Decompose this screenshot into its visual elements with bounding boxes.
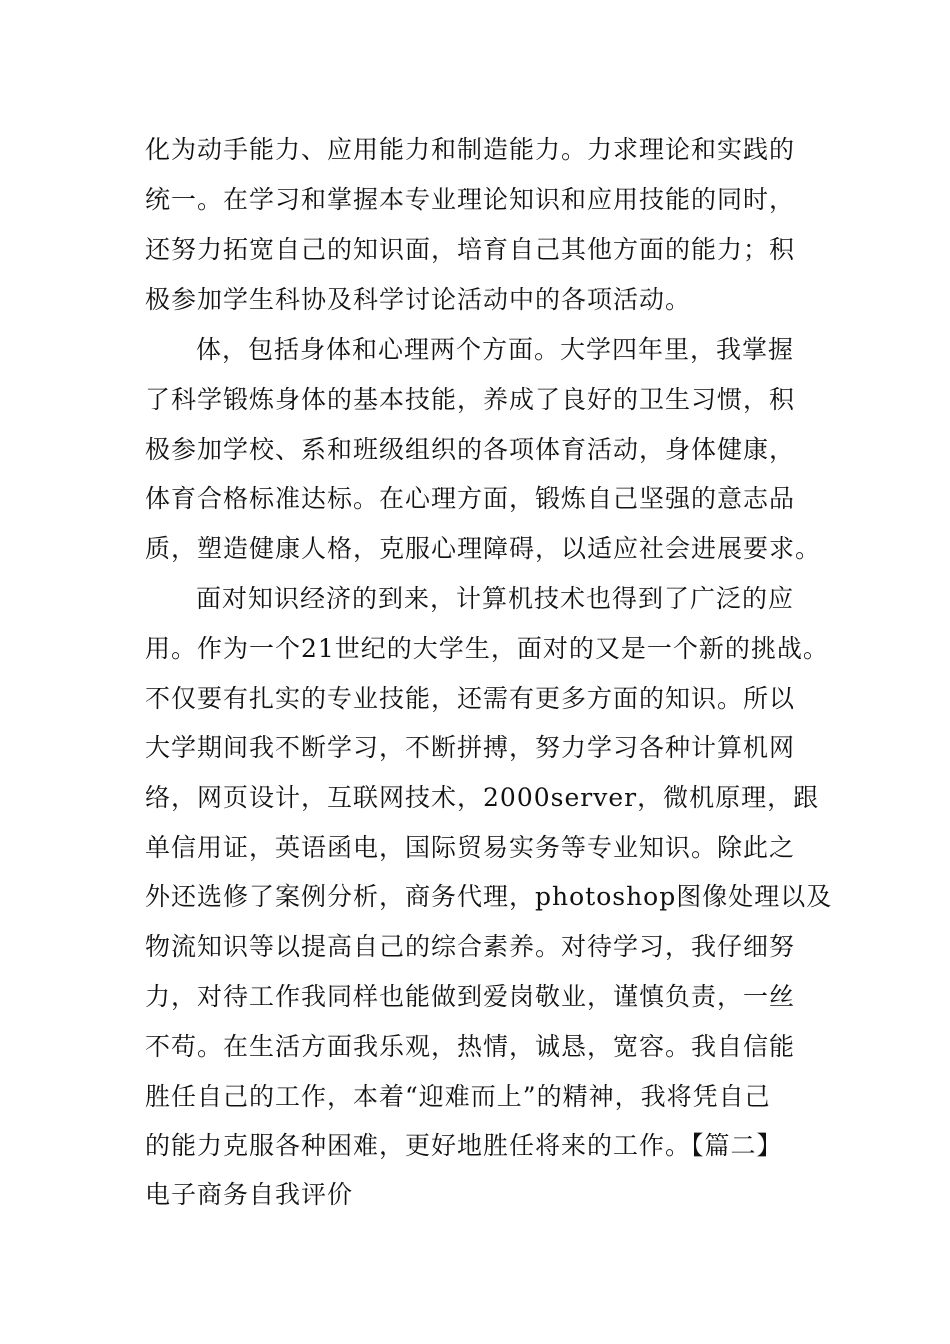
- text-line: 大学期间我不断学习，不断拼搏，努力学习各种计算机网: [145, 733, 796, 762]
- text-line: 不苟。在生活方面我乐观，热情，诚恳，宽容。我自信能: [145, 1032, 796, 1061]
- text-line: 还努力拓宽自己的知识面，培育自己其他方面的能力；积: [145, 235, 796, 264]
- text-line: 化为动手能力、应用能力和制造能力。力求理论和实践的: [145, 135, 796, 164]
- text-line: 物流知识等以提高自己的综合素养。对待学习，我仔细努: [145, 932, 796, 961]
- paragraph-start-line: 体，包括身体和心理两个方面。大学四年里，我掌握: [196, 335, 795, 364]
- text-line: 的能力克服各种困难，更好地胜任将来的工作。【篇二】: [145, 1131, 783, 1160]
- section-heading: 电子商务自我评价: [145, 1180, 354, 1209]
- text-line: 力，对待工作我同样也能做到爱岗敬业，谨慎负责，一丝: [145, 982, 796, 1011]
- text-line: 极参加学校、系和班级组织的各项体育活动，身体健康，: [145, 435, 796, 464]
- text-line: 质，塑造健康人格，克服心理障碍，以适应社会进展要求。: [145, 534, 822, 563]
- text-line: 胜任自己的工作，本着“迎难而上”的精神，我将凭自己: [145, 1082, 771, 1111]
- text-line: 极参加学生科协及科学讨论活动中的各项活动。: [145, 285, 692, 314]
- text-line: 络，网页设计，互联网技术，2000server，微机原理，跟: [145, 783, 820, 812]
- text-line: 统一。在学习和掌握本专业理论知识和应用技能的同时，: [145, 185, 796, 214]
- text-line: 不仅要有扎实的专业技能，还需有更多方面的知识。所以: [145, 684, 796, 713]
- text-line: 用。作为一个21世纪的大学生，面对的又是一个新的挑战。: [145, 634, 829, 663]
- text-line: 外还选修了案例分析，商务代理，photoshop图像处理以及: [145, 882, 833, 911]
- paragraph-start-line: 面对知识经济的到来，计算机技术也得到了广泛的应: [196, 584, 795, 613]
- text-line: 了科学锻炼身体的基本技能，养成了良好的卫生习惯，积: [145, 385, 796, 414]
- text-line: 单信用证，英语函电，国际贸易实务等专业知识。除此之: [145, 833, 796, 862]
- text-line: 体育合格标准达标。在心理方面，锻炼自己坚强的意志品: [145, 484, 796, 513]
